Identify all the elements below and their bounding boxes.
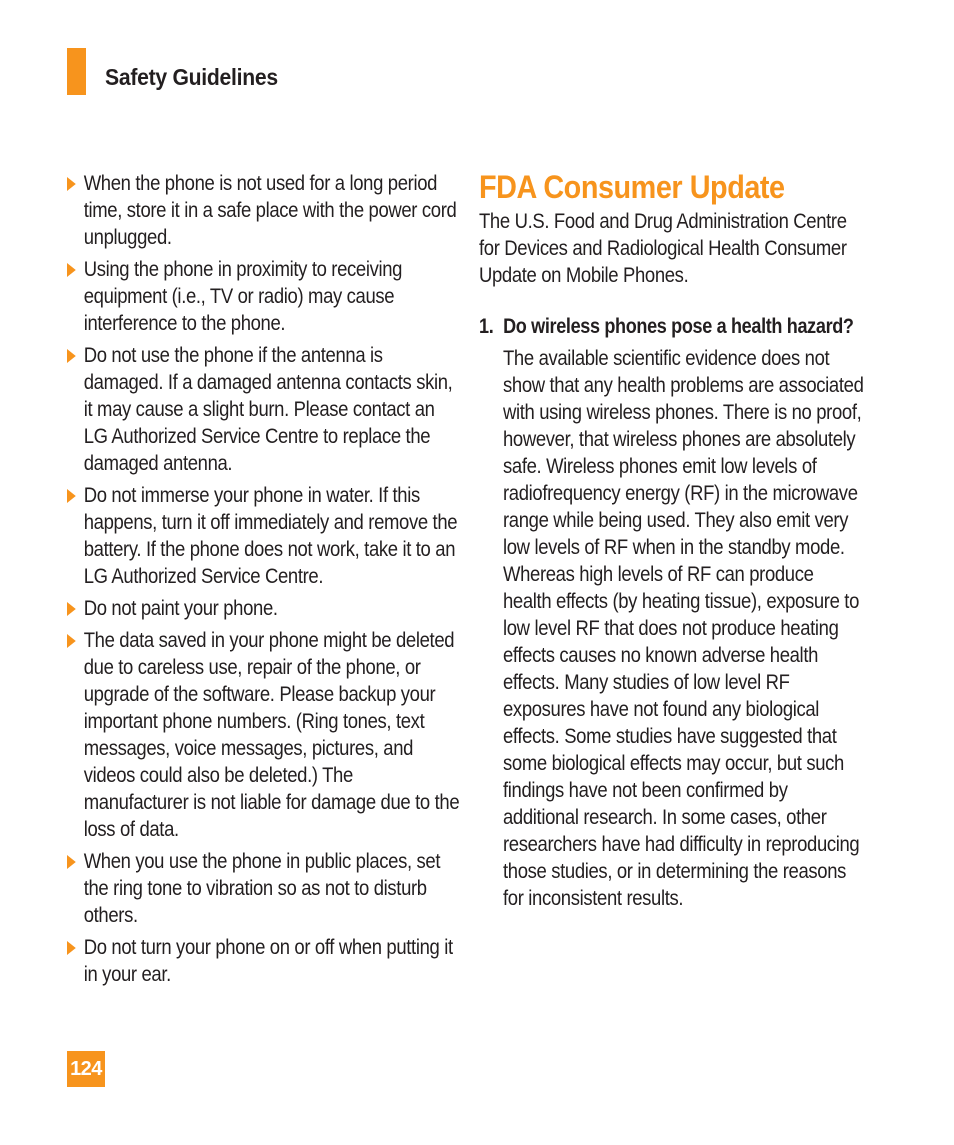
list-item — [67, 848, 462, 929]
section-header-bar — [67, 48, 86, 95]
list-item — [67, 482, 462, 590]
left-column — [67, 170, 460, 993]
page-number: 124 — [67, 1051, 105, 1087]
triangle-bullet-icon — [67, 602, 76, 616]
bullet-text: The data saved in your phone might be deleted due to careless use, repair of the phone, or upgrade of the software. Please backup your important phone numbers. (Ring tones, text messages, voice messages, pictures, and videos could also be deleted.) The manufacturer is not liable for damage due to the loss of data. — [83, 629, 460, 841]
triangle-bullet-icon — [67, 941, 76, 955]
list-item — [67, 256, 462, 337]
safety-bullet-list — [67, 170, 460, 988]
bullet-text: Using the phone in proximity to receiving equipment (i.e., TV or radio) may cause interference to the phone. — [83, 258, 403, 335]
right-column — [479, 168, 879, 912]
answer-text: The available scientific evidence does not show that any health problems are associated with using wireless phones. There is no proof, however, that wireless phones are absolutely safe. Wireless phones emit low levels of radiofrequency energy (RF) in the microwave range while being used. They also emit very low levels of RF when in the standby mode. Whereas high levels of RF can produce health effects (by heating tissue), exposure to low level RF that does not produce heating effects causes no known adverse health effects. Many studies of low level RF exposures have not found any biological effects. Some studies have suggested that some biological effects may occur, but such findings have not been confirmed by additional research. In some cases, other researchers have had difficulty in reproducing those studies, or in determining the reasons for inconsistent results. — [503, 347, 864, 910]
section-title: Safety Guidelines — [105, 64, 278, 90]
bullet-text: Do not immerse your phone in water. If this happens, turn it off immediately and remove the battery. If the phone does not work, take it to an LG Authorized Service Centre. — [83, 484, 458, 588]
bullet-text: When the phone is not used for a long period time, store it in a safe place with the power cord unplugged. — [83, 172, 457, 249]
list-item — [67, 342, 462, 477]
question-text: Do wireless phones pose a health hazard? — [503, 315, 854, 338]
fda-intro: The U.S. Food and Drug Administration Centre for Devices and Radiological Health Consumer Update on Mobile Phones. — [479, 210, 847, 287]
bullet-text: When you use the phone in public places, set the ring tone to vibration so as not to disturb others. — [83, 850, 441, 927]
bullet-text: Do not paint your phone. — [83, 597, 278, 620]
question-number: 1. — [479, 315, 494, 338]
triangle-bullet-icon — [67, 855, 76, 869]
question-heading — [479, 313, 857, 341]
triangle-bullet-icon — [67, 349, 76, 363]
list-item — [67, 627, 462, 843]
bullet-text: Do not use the phone if the antenna is damaged. If a damaged antenna contacts skin, it may cause a slight burn. Please contact an LG Authorized Service Centre to replace the damaged antenna. — [83, 344, 453, 475]
triangle-bullet-icon — [67, 634, 76, 648]
list-item — [67, 595, 462, 622]
question-block — [479, 313, 879, 912]
triangle-bullet-icon — [67, 263, 76, 277]
fda-title: FDA Consumer Update — [479, 169, 785, 205]
triangle-bullet-icon — [67, 489, 76, 503]
list-item — [67, 170, 462, 251]
triangle-bullet-icon — [67, 177, 76, 191]
bullet-text: Do not turn your phone on or off when putting it in your ear. — [83, 936, 453, 986]
list-item — [67, 934, 462, 988]
